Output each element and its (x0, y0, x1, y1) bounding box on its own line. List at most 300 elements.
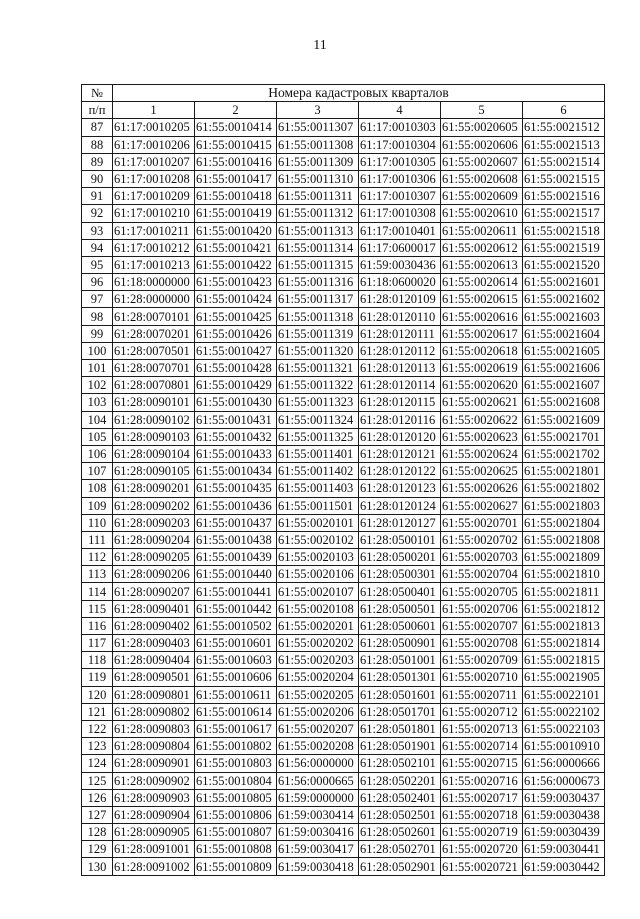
cadastral-number-cell: 61:55:0020610 (441, 205, 523, 222)
table-row (82, 652, 605, 669)
table-row (82, 377, 605, 394)
cadastral-number-cell: 61:55:0021812 (523, 600, 605, 617)
cadastral-number-cell: 61:55:0020608 (441, 170, 523, 187)
row-number-cell: 88 (82, 136, 113, 153)
row-number-cell: 117 (82, 635, 113, 652)
cadastral-number-cell: 61:28:0120123 (359, 480, 441, 497)
table-row (82, 274, 605, 291)
cadastral-number-cell: 61:55:0021809 (523, 549, 605, 566)
cadastral-number-cell: 61:55:0010803 (195, 755, 277, 772)
row-number-cell: 128 (82, 824, 113, 841)
cadastral-number-cell: 61:55:0020624 (441, 445, 523, 462)
cadastral-number-cell: 61:55:0020615 (441, 291, 523, 308)
row-number-cell: 90 (82, 170, 113, 187)
cadastral-number-cell: 61:55:0010802 (195, 738, 277, 755)
cadastral-number-cell: 61:55:0020619 (441, 360, 523, 377)
cadastral-number-cell: 61:55:0020203 (277, 652, 359, 669)
cadastral-number-cell: 61:28:0090801 (113, 686, 195, 703)
cadastral-number-cell: 61:28:0090205 (113, 549, 195, 566)
table-row (82, 291, 605, 308)
cadastral-number-cell: 61:55:0020103 (277, 549, 359, 566)
cadastral-number-cell: 61:55:0020616 (441, 308, 523, 325)
cadastral-number-cell: 61:28:0090103 (113, 428, 195, 445)
table-row (82, 394, 605, 411)
header-column-5: 5 (441, 102, 523, 119)
cadastral-number-cell: 61:55:0021514 (523, 153, 605, 170)
table-row (82, 772, 605, 789)
cadastral-number-cell: 61:55:0021905 (523, 669, 605, 686)
cadastral-number-cell: 61:28:0090901 (113, 755, 195, 772)
cadastral-number-cell: 61:28:0090201 (113, 480, 195, 497)
row-number-cell: 115 (82, 600, 113, 617)
cadastral-number-cell: 61:17:0010206 (113, 136, 195, 153)
cadastral-number-cell: 61:55:0021513 (523, 136, 605, 153)
cadastral-number-cell: 61:55:0011402 (277, 463, 359, 480)
cadastral-number-cell: 61:55:0010809 (195, 858, 277, 875)
cadastral-number-cell: 61:55:0010414 (195, 119, 277, 136)
table-row (82, 824, 605, 841)
cadastral-number-cell: 61:55:0020719 (441, 824, 523, 841)
cadastral-number-cell: 61:55:0020710 (441, 669, 523, 686)
table-row (82, 858, 605, 875)
cadastral-number-cell: 61:55:0020618 (441, 342, 523, 359)
cadastral-number-cell: 61:55:0020108 (277, 600, 359, 617)
cadastral-number-cell: 61:55:0020708 (441, 635, 523, 652)
cadastral-number-cell: 61:55:0020718 (441, 806, 523, 823)
cadastral-number-cell: 61:28:0090204 (113, 531, 195, 548)
cadastral-number-cell: 61:55:0010807 (195, 824, 277, 841)
cadastral-number-cell: 61:55:0010416 (195, 153, 277, 170)
table-row (82, 480, 605, 497)
row-number-cell: 98 (82, 308, 113, 325)
row-number-cell: 94 (82, 239, 113, 256)
cadastral-number-cell: 61:28:0090206 (113, 566, 195, 583)
cadastral-number-cell: 61:28:0120116 (359, 411, 441, 428)
table-row (82, 497, 605, 514)
table-row (82, 308, 605, 325)
cadastral-number-cell: 61:55:0020202 (277, 635, 359, 652)
header-title: Номера кадастровых кварталов (113, 85, 605, 102)
row-number-cell: 122 (82, 720, 113, 737)
cadastral-number-cell: 61:59:0030438 (523, 806, 605, 823)
cadastral-number-cell: 61:59:0030414 (277, 806, 359, 823)
cadastral-number-cell: 61:28:0502501 (359, 806, 441, 823)
header-num-sublabel: п/п (82, 102, 113, 119)
cadastral-number-cell: 61:28:0120114 (359, 377, 441, 394)
row-number-cell: 123 (82, 738, 113, 755)
row-number-cell: 107 (82, 463, 113, 480)
cadastral-number-cell: 61:55:0021512 (523, 119, 605, 136)
cadastral-number-cell: 61:55:0022102 (523, 703, 605, 720)
cadastral-number-cell: 61:55:0020609 (441, 188, 523, 205)
cadastral-number-cell: 61:28:0120124 (359, 497, 441, 514)
cadastral-number-cell: 61:59:0030442 (523, 858, 605, 875)
cadastral-number-cell: 61:28:0070801 (113, 377, 195, 394)
cadastral-number-cell: 61:28:0120110 (359, 308, 441, 325)
cadastral-number-cell: 61:55:0021603 (523, 308, 605, 325)
cadastral-number-cell: 61:55:0020606 (441, 136, 523, 153)
cadastral-number-cell: 61:28:0120122 (359, 463, 441, 480)
cadastral-number-cell: 61:55:0011315 (277, 256, 359, 273)
cadastral-number-cell: 61:17:0010304 (359, 136, 441, 153)
row-number-cell: 120 (82, 686, 113, 703)
cadastral-number-cell: 61:55:0010425 (195, 308, 277, 325)
row-number-cell: 105 (82, 428, 113, 445)
table-row (82, 583, 605, 600)
table-row (82, 463, 605, 480)
table-row (82, 428, 605, 445)
cadastral-number-cell: 61:28:0500501 (359, 600, 441, 617)
cadastral-number-cell: 61:55:0010601 (195, 635, 277, 652)
row-number-cell: 91 (82, 188, 113, 205)
cadastral-number-cell: 61:28:0501301 (359, 669, 441, 686)
table-row (82, 841, 605, 858)
cadastral-number-cell: 61:28:0070701 (113, 360, 195, 377)
cadastral-number-cell: 61:55:0010611 (195, 686, 277, 703)
table-row (82, 703, 605, 720)
cadastral-number-cell: 61:28:0500301 (359, 566, 441, 583)
table-row (82, 531, 605, 548)
cadastral-number-cell: 61:28:0090904 (113, 806, 195, 823)
header-num-label: № (82, 85, 113, 102)
cadastral-number-cell: 61:59:0030417 (277, 841, 359, 858)
cadastral-number-cell: 61:55:0021802 (523, 480, 605, 497)
cadastral-number-cell: 61:55:0010804 (195, 772, 277, 789)
cadastral-number-cell: 61:56:0000673 (523, 772, 605, 789)
cadastral-number-cell: 61:55:0020711 (441, 686, 523, 703)
cadastral-number-cell: 61:28:0502101 (359, 755, 441, 772)
cadastral-number-cell: 61:55:0020707 (441, 617, 523, 634)
cadastral-number-cell: 61:55:0020705 (441, 583, 523, 600)
row-number-cell: 104 (82, 411, 113, 428)
table-row (82, 806, 605, 823)
cadastral-number-cell: 61:55:0010434 (195, 463, 277, 480)
cadastral-number-cell: 61:55:0021519 (523, 239, 605, 256)
cadastral-number-cell: 61:59:0000000 (277, 789, 359, 806)
cadastral-number-cell: 61:55:0010427 (195, 342, 277, 359)
cadastral-number-cell: 61:55:0010614 (195, 703, 277, 720)
cadastral-number-cell: 61:55:0020607 (441, 153, 523, 170)
row-number-cell: 87 (82, 119, 113, 136)
cadastral-number-cell: 61:55:0020720 (441, 841, 523, 858)
cadastral-number-cell: 61:55:0010430 (195, 394, 277, 411)
row-number-cell: 89 (82, 153, 113, 170)
cadastral-number-cell: 61:55:0010805 (195, 789, 277, 806)
table-row (82, 738, 605, 755)
cadastral-number-cell: 61:28:0501801 (359, 720, 441, 737)
cadastral-number-cell: 61:55:0020617 (441, 325, 523, 342)
cadastral-number-cell: 61:28:0120115 (359, 394, 441, 411)
cadastral-number-cell: 61:55:0011319 (277, 325, 359, 342)
cadastral-number-cell: 61:55:0010423 (195, 274, 277, 291)
cadastral-number-cell: 61:55:0010438 (195, 531, 277, 548)
row-number-cell: 111 (82, 531, 113, 548)
cadastral-number-cell: 61:28:0090804 (113, 738, 195, 755)
cadastral-number-cell: 61:55:0010435 (195, 480, 277, 497)
row-number-cell: 110 (82, 514, 113, 531)
cadastral-number-cell: 61:17:0010401 (359, 222, 441, 239)
cadastral-number-cell: 61:55:0020107 (277, 583, 359, 600)
row-number-cell: 124 (82, 755, 113, 772)
cadastral-number-cell: 61:55:0011403 (277, 480, 359, 497)
table-row (82, 342, 605, 359)
cadastral-number-cell: 61:55:0020701 (441, 514, 523, 531)
cadastral-number-cell: 61:55:0010419 (195, 205, 277, 222)
table-row (82, 617, 605, 634)
cadastral-number-cell: 61:55:0021815 (523, 652, 605, 669)
cadastral-number-cell: 61:59:0030439 (523, 824, 605, 841)
table-row (82, 170, 605, 187)
cadastral-number-cell: 61:55:0011312 (277, 205, 359, 222)
cadastral-number-cell: 61:28:0090101 (113, 394, 195, 411)
cadastral-number-cell: 61:28:0091001 (113, 841, 195, 858)
table-body (82, 119, 605, 875)
cadastral-number-cell: 61:28:0090403 (113, 635, 195, 652)
header-column-1: 1 (113, 102, 195, 119)
cadastral-number-cell: 61:28:0502401 (359, 789, 441, 806)
row-number-cell: 116 (82, 617, 113, 634)
table-row (82, 411, 605, 428)
cadastral-number-cell: 61:18:0000000 (113, 274, 195, 291)
cadastral-number-cell: 61:28:0070101 (113, 308, 195, 325)
cadastral-number-cell: 61:28:0500901 (359, 635, 441, 652)
cadastral-number-cell: 61:28:0502701 (359, 841, 441, 858)
header-row-title (82, 85, 605, 102)
cadastral-number-cell: 61:55:0021811 (523, 583, 605, 600)
cadastral-number-cell: 61:17:0010210 (113, 205, 195, 222)
cadastral-number-cell: 61:55:0020715 (441, 755, 523, 772)
cadastral-number-cell: 61:28:0500601 (359, 617, 441, 634)
cadastral-number-cell: 61:28:0120109 (359, 291, 441, 308)
cadastral-number-cell: 61:28:0500101 (359, 531, 441, 548)
row-number-cell: 106 (82, 445, 113, 462)
cadastral-number-cell: 61:59:0030418 (277, 858, 359, 875)
cadastral-number-cell: 61:55:0020207 (277, 720, 359, 737)
table-row (82, 205, 605, 222)
cadastral-number-cell: 61:55:0010415 (195, 136, 277, 153)
table-row (82, 153, 605, 170)
table-row (82, 445, 605, 462)
cadastral-number-cell: 61:55:0021518 (523, 222, 605, 239)
cadastral-number-cell: 61:55:0021606 (523, 360, 605, 377)
cadastral-number-cell: 61:55:0020201 (277, 617, 359, 634)
cadastral-number-cell: 61:55:0011309 (277, 153, 359, 170)
cadastral-number-cell: 61:56:0000000 (277, 755, 359, 772)
page-number: 11 (313, 38, 327, 53)
cadastral-number-cell: 61:28:0090401 (113, 600, 195, 617)
cadastral-number-cell: 61:55:0011310 (277, 170, 359, 187)
row-number-cell: 96 (82, 274, 113, 291)
cadastral-number-cell: 61:55:0010606 (195, 669, 277, 686)
header-column-2: 2 (195, 102, 277, 119)
cadastral-number-cell: 61:55:0010428 (195, 360, 277, 377)
cadastral-number-cell: 61:55:0011311 (277, 188, 359, 205)
row-number-cell: 109 (82, 497, 113, 514)
cadastral-number-cell: 61:55:0010433 (195, 445, 277, 462)
cadastral-number-cell: 61:55:0021810 (523, 566, 605, 583)
cadastral-number-cell: 61:55:0011314 (277, 239, 359, 256)
cadastral-number-cell: 61:17:0010306 (359, 170, 441, 187)
cadastral-number-cell: 61:28:0090102 (113, 411, 195, 428)
cadastral-number-cell: 61:59:0030437 (523, 789, 605, 806)
cadastral-number-cell: 61:28:0090903 (113, 789, 195, 806)
cadastral-number-cell: 61:55:0020717 (441, 789, 523, 806)
cadastral-number-cell: 61:55:0021609 (523, 411, 605, 428)
cadastral-number-cell: 61:55:0020206 (277, 703, 359, 720)
cadastral-number-cell: 61:28:0070501 (113, 342, 195, 359)
table-row (82, 136, 605, 153)
cadastral-number-cell: 61:55:0021701 (523, 428, 605, 445)
row-number-cell: 118 (82, 652, 113, 669)
cadastral-number-cell: 61:55:0020623 (441, 428, 523, 445)
cadastral-number-cell: 61:17:0010307 (359, 188, 441, 205)
cadastral-number-cell: 61:55:0020626 (441, 480, 523, 497)
cadastral-number-cell: 61:55:0010418 (195, 188, 277, 205)
table-row (82, 360, 605, 377)
table-row (82, 686, 605, 703)
cadastral-number-cell: 61:55:0010617 (195, 720, 277, 737)
cadastral-number-cell: 61:28:0000000 (113, 291, 195, 308)
cadastral-number-cell: 61:55:0011313 (277, 222, 359, 239)
cadastral-number-cell: 61:17:0010213 (113, 256, 195, 273)
cadastral-number-cell: 61:55:0020714 (441, 738, 523, 755)
cadastral-number-cell: 61:28:0090104 (113, 445, 195, 462)
table-row (82, 549, 605, 566)
cadastral-number-cell: 61:55:0020706 (441, 600, 523, 617)
cadastral-number-cell: 61:55:0021813 (523, 617, 605, 634)
cadastral-number-cell: 61:55:0022103 (523, 720, 605, 737)
cadastral-number-cell: 61:55:0020612 (441, 239, 523, 256)
cadastral-number-cell: 61:28:0090402 (113, 617, 195, 634)
cadastral-number-cell: 61:55:0020208 (277, 738, 359, 755)
header-column-4: 4 (359, 102, 441, 119)
cadastral-number-cell: 61:28:0502601 (359, 824, 441, 841)
cadastral-number-cell: 61:55:0020101 (277, 514, 359, 531)
cadastral-number-cell: 61:28:0070201 (113, 325, 195, 342)
table-row (82, 669, 605, 686)
cadastral-number-cell: 61:55:0021803 (523, 497, 605, 514)
cadastral-number-cell: 61:28:0090501 (113, 669, 195, 686)
cadastral-number-cell: 61:55:0020106 (277, 566, 359, 583)
cadastral-number-cell: 61:28:0090905 (113, 824, 195, 841)
row-number-cell: 100 (82, 342, 113, 359)
cadastral-number-cell: 61:55:0021516 (523, 188, 605, 205)
cadastral-number-cell: 61:59:0030441 (523, 841, 605, 858)
table-row (82, 635, 605, 652)
cadastral-number-cell: 61:55:0011320 (277, 342, 359, 359)
cadastral-number-cell: 61:55:0011324 (277, 411, 359, 428)
cadastral-number-cell: 61:55:0021814 (523, 635, 605, 652)
cadastral-number-cell: 61:55:0021808 (523, 531, 605, 548)
cadastral-number-cell: 61:55:0011308 (277, 136, 359, 153)
cadastral-number-cell: 61:28:0120111 (359, 325, 441, 342)
cadastral-number-cell: 61:55:0020627 (441, 497, 523, 514)
cadastral-number-cell: 61:55:0020205 (277, 686, 359, 703)
cadastral-number-cell: 61:55:0011323 (277, 394, 359, 411)
table-row (82, 239, 605, 256)
cadastral-number-cell: 61:28:0502201 (359, 772, 441, 789)
row-number-cell: 103 (82, 394, 113, 411)
cadastral-number-cell: 61:55:0010603 (195, 652, 277, 669)
cadastral-number-cell: 61:55:0010429 (195, 377, 277, 394)
cadastral-number-cell: 61:17:0010208 (113, 170, 195, 187)
row-number-cell: 93 (82, 222, 113, 239)
cadastral-number-cell: 61:28:0501001 (359, 652, 441, 669)
cadastral-number-cell: 61:55:0010910 (523, 738, 605, 755)
cadastral-number-cell: 61:28:0090404 (113, 652, 195, 669)
cadastral-number-cell: 61:28:0090203 (113, 514, 195, 531)
cadastral-number-cell: 61:28:0090803 (113, 720, 195, 737)
cadastral-number-cell: 61:55:0010426 (195, 325, 277, 342)
row-number-cell: 126 (82, 789, 113, 806)
cadastral-number-cell: 61:28:0090802 (113, 703, 195, 720)
cadastral-number-cell: 61:17:0010209 (113, 188, 195, 205)
table-row (82, 119, 605, 136)
table-row (82, 256, 605, 273)
cadastral-number-cell: 61:55:0021804 (523, 514, 605, 531)
cadastral-number-cell: 61:28:0090105 (113, 463, 195, 480)
table-row (82, 789, 605, 806)
cadastral-number-cell: 61:55:0020614 (441, 274, 523, 291)
cadastral-number-cell: 61:55:0011321 (277, 360, 359, 377)
cadastral-number-cell: 61:55:0021702 (523, 445, 605, 462)
row-number-cell: 92 (82, 205, 113, 222)
cadastral-number-cell: 61:55:0011322 (277, 377, 359, 394)
row-number-cell: 121 (82, 703, 113, 720)
row-number-cell: 102 (82, 377, 113, 394)
cadastral-number-cell: 61:55:0020613 (441, 256, 523, 273)
cadastral-number-cell: 61:59:0030436 (359, 256, 441, 273)
cadastral-number-cell: 61:18:0600020 (359, 274, 441, 291)
cadastral-number-cell: 61:17:0010211 (113, 222, 195, 239)
table-header (82, 85, 605, 119)
cadastral-number-cell: 61:55:0021801 (523, 463, 605, 480)
cadastral-number-cell: 61:55:0010432 (195, 428, 277, 445)
cadastral-quarters-table (81, 84, 605, 876)
cadastral-number-cell: 61:55:0021605 (523, 342, 605, 359)
cadastral-number-cell: 61:55:0011317 (277, 291, 359, 308)
cadastral-number-cell: 61:55:0020703 (441, 549, 523, 566)
cadastral-number-cell: 61:55:0021607 (523, 377, 605, 394)
cadastral-number-cell: 61:55:0020622 (441, 411, 523, 428)
header-column-3: 3 (277, 102, 359, 119)
cadastral-number-cell: 61:55:0020713 (441, 720, 523, 737)
cadastral-number-cell: 61:55:0010502 (195, 617, 277, 634)
row-number-cell: 129 (82, 841, 113, 858)
cadastral-number-cell: 61:55:0020621 (441, 394, 523, 411)
row-number-cell: 127 (82, 806, 113, 823)
cadastral-number-cell: 61:28:0500401 (359, 583, 441, 600)
cadastral-number-cell: 61:55:0020709 (441, 652, 523, 669)
cadastral-number-cell: 61:55:0010436 (195, 497, 277, 514)
cadastral-number-cell: 61:55:0020611 (441, 222, 523, 239)
cadastral-number-cell: 61:55:0020721 (441, 858, 523, 875)
cadastral-number-cell: 61:56:0000666 (523, 755, 605, 772)
header-column-6: 6 (523, 102, 605, 119)
cadastral-number-cell: 61:55:0020702 (441, 531, 523, 548)
cadastral-number-cell: 61:55:0020204 (277, 669, 359, 686)
cadastral-number-cell: 61:28:0090202 (113, 497, 195, 514)
cadastral-number-cell: 61:28:0090207 (113, 583, 195, 600)
cadastral-number-cell: 61:59:0030416 (277, 824, 359, 841)
row-number-cell: 113 (82, 566, 113, 583)
cadastral-number-cell: 61:28:0502901 (359, 858, 441, 875)
cadastral-number-cell: 61:17:0010207 (113, 153, 195, 170)
cadastral-number-cell: 61:55:0011501 (277, 497, 359, 514)
cadastral-number-cell: 61:55:0020704 (441, 566, 523, 583)
cadastral-number-cell: 61:55:0020620 (441, 377, 523, 394)
cadastral-number-cell: 61:55:0010439 (195, 549, 277, 566)
